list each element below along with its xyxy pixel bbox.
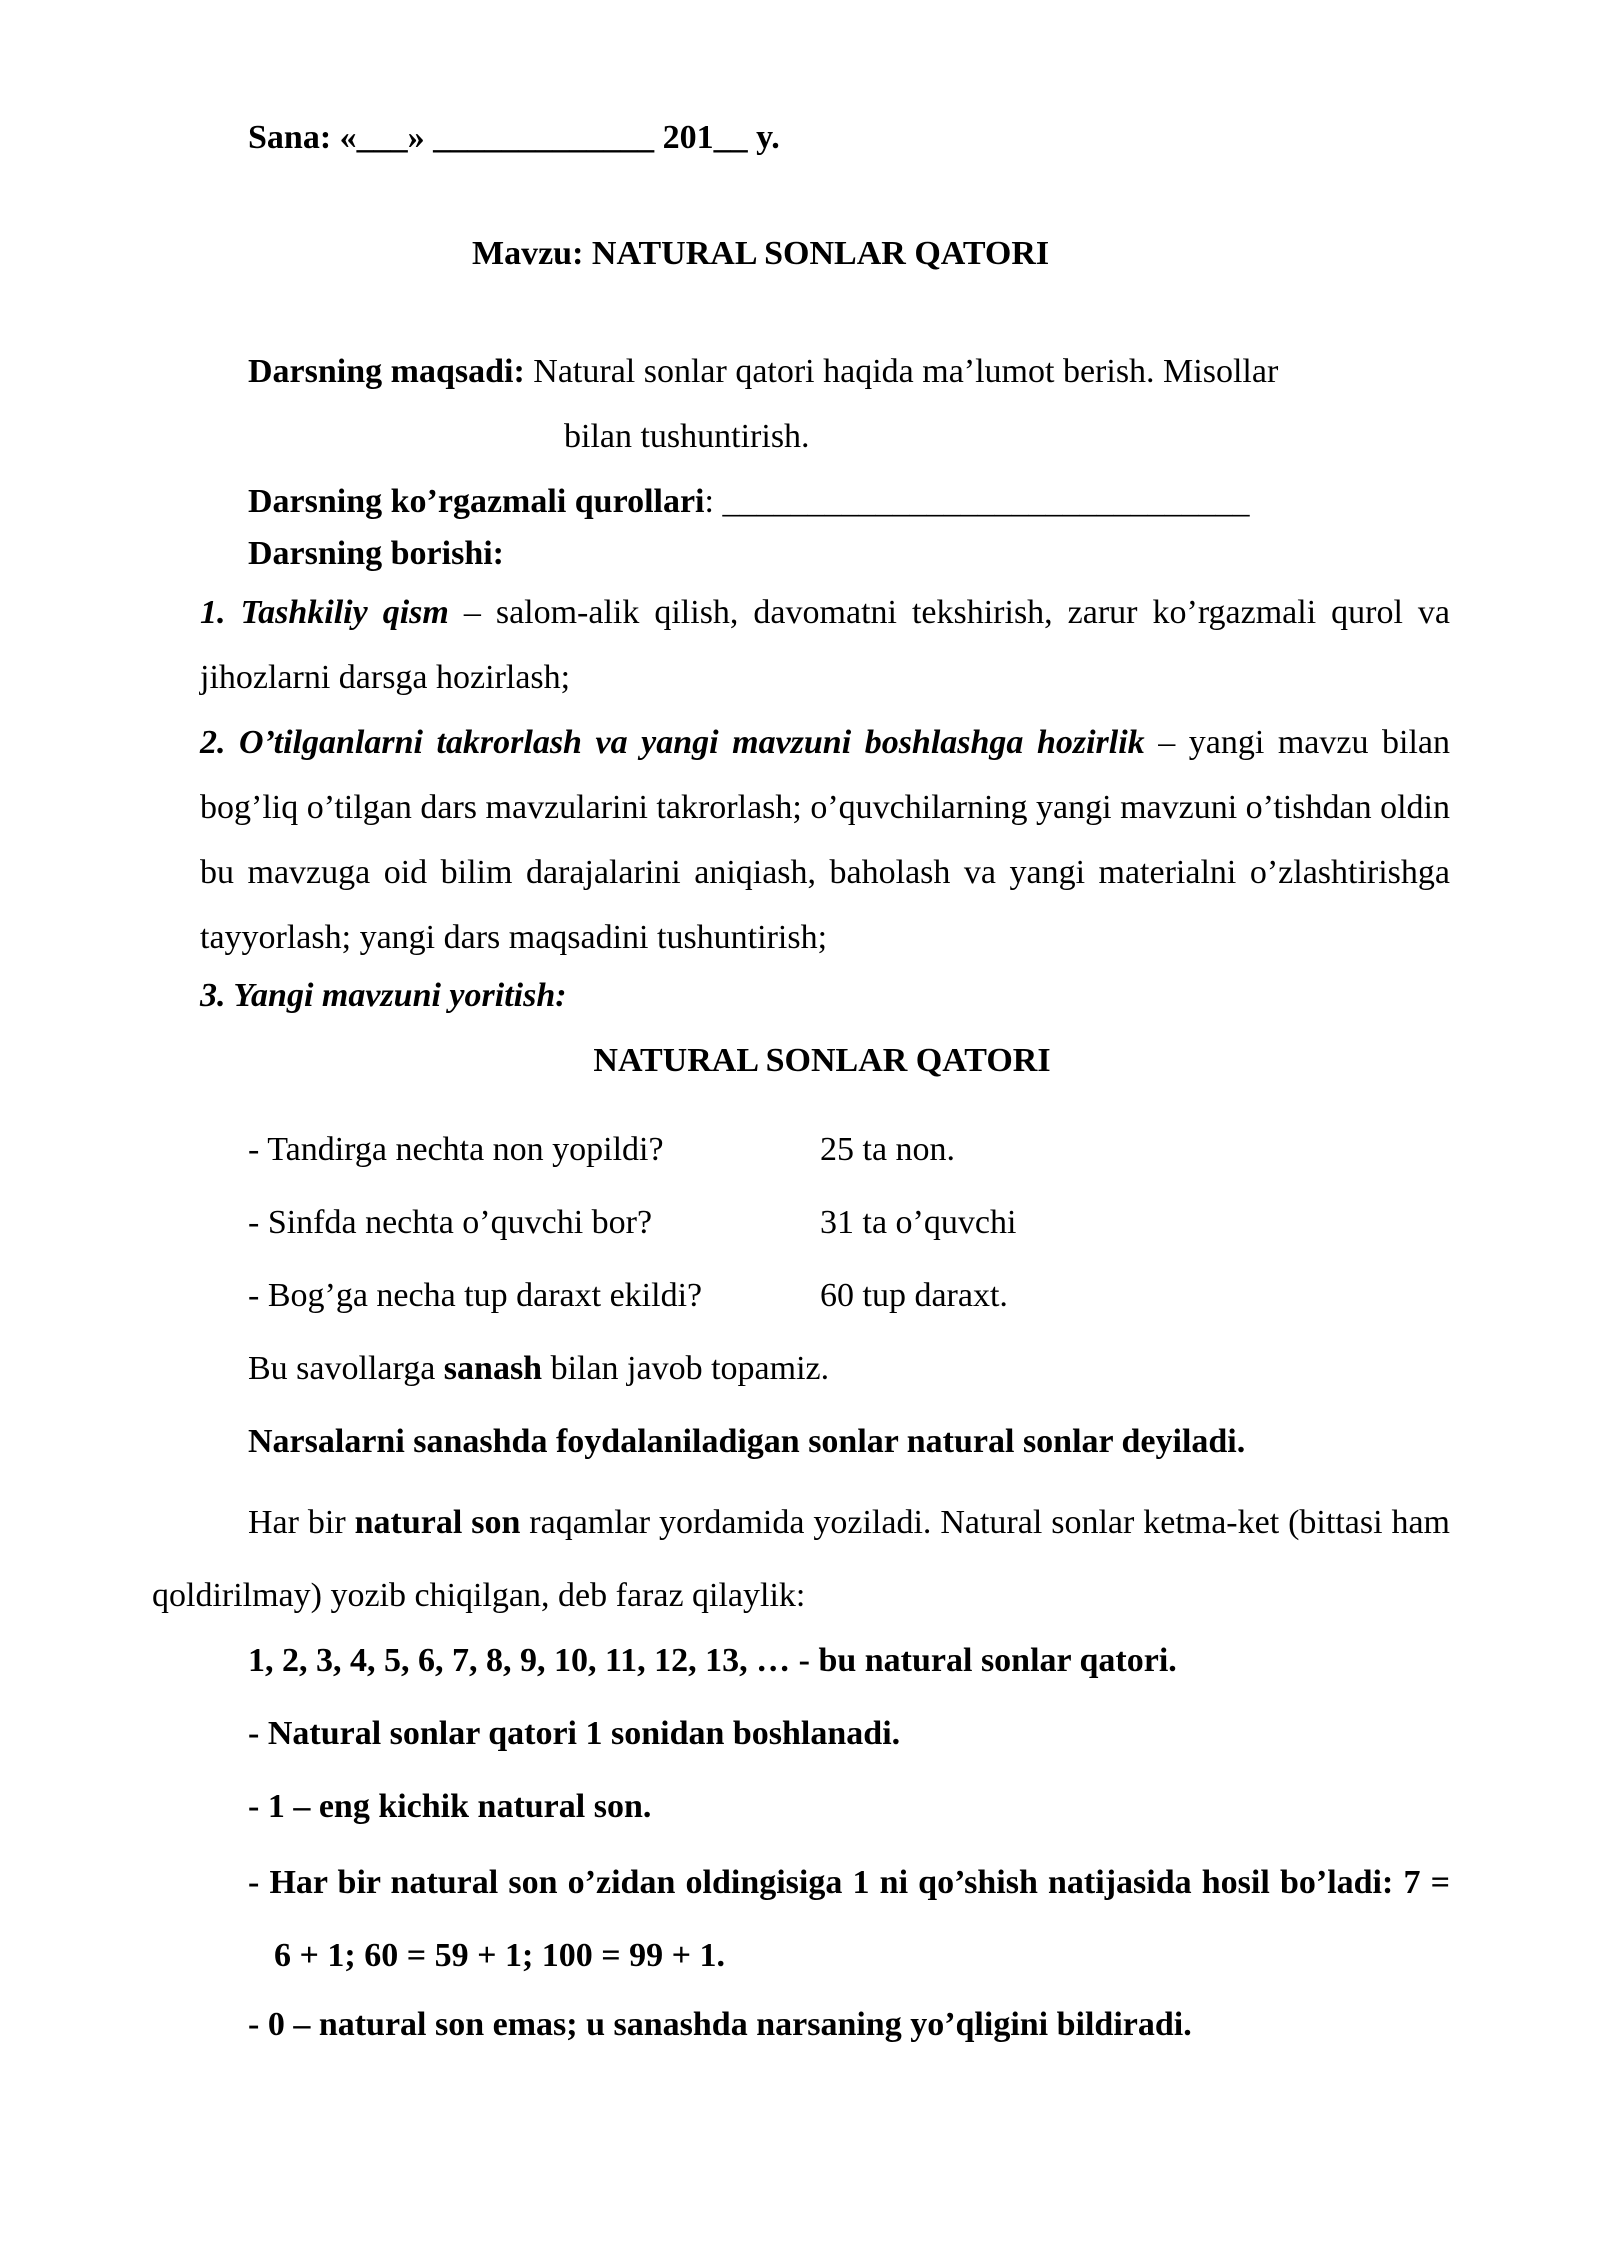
step3-title: 3. Yangi mavzuni yoritish: xyxy=(200,977,567,1014)
para-bold: natural son xyxy=(354,1504,521,1541)
qa-answer-1: 25 ta non. xyxy=(820,1131,956,1168)
rule-4: - 0 – natural son emas; u sanashda narsaning yo’qligini bildiradi. xyxy=(248,2006,1192,2043)
step1-title: 1. Tashkiliy qism xyxy=(200,594,449,631)
rule-3: - Har bir natural son o’zidan oldingisiga 1 ni qo’shish natijasida hosil bo’ladi: 7 = 6 + 1; 60 = 59 + 1; 100 = 99 + 1. xyxy=(248,1864,1450,1974)
natural-son-paragraph xyxy=(152,1486,1450,1632)
date-label: Sana: xyxy=(248,119,332,156)
para-before: Har bir xyxy=(248,1504,355,1541)
step2-title: 2. O’tilganlarni takrorlash va yangi mavzuni boshlashga hozirlik xyxy=(200,724,1145,761)
topic-label: Mavzu: xyxy=(472,235,584,272)
equipment-colon: : xyxy=(704,483,714,520)
qa-answer-3: 60 tup daraxt. xyxy=(820,1277,1008,1314)
goal-label: Darsning maqsadi: xyxy=(248,353,525,390)
equipment-label: Darsning ko’rgazmali qurollari xyxy=(248,483,705,520)
qa-question-1: - Tandirga nechta non yopildi? xyxy=(248,1131,664,1168)
qa-question-2: - Sinfda nechta o’quvchi bor? xyxy=(248,1204,653,1241)
counting-bold: sanash xyxy=(443,1350,543,1387)
rule-1: - Natural sonlar qatori 1 sonidan boshlanadi. xyxy=(248,1715,901,1752)
date-value: «___» _____________ 201__ y. xyxy=(339,119,780,156)
definition: Narsalarni sanashda foydalaniladigan sonlar natural sonlar deyiladi. xyxy=(248,1423,1246,1460)
counting-before: Bu savollarga xyxy=(248,1350,444,1387)
goal-text-1: Natural sonlar qatori haqida ma’lumot berish. Misollar xyxy=(533,353,1279,390)
counting-after: bilan javob topamiz. xyxy=(542,1350,830,1387)
topic-title: NATURAL SONLAR QATORI xyxy=(591,235,1050,272)
goal-line-2: bilan tushuntirish. xyxy=(564,418,810,455)
date-line xyxy=(248,118,780,158)
step2-paragraph xyxy=(200,710,1450,970)
progress-label: Darsning borishi: xyxy=(248,535,504,572)
equipment-blank: _______________________________ xyxy=(713,483,1250,520)
step2-text: – yangi mavzu bilan bog’liq o’tilgan dars mavzularini takrorlash; o’quvchilarning yangi mavzuni o’tishdan oldin bu mavzuga oid bilim darajalarini aniqiash, baholash va yangi materialni o’zlashtirishga tayyorlash; yangi dars maqsadini tushuntirish; xyxy=(200,724,1450,956)
step1-text: – salom-alik qilish, davomatni tekshirish, zarur ko’rgazmali qurol va jihozlarni darsga hozirlash; xyxy=(200,594,1450,696)
qa-answer-2: 31 ta o’quvchi xyxy=(820,1204,1017,1241)
goal-line-1 xyxy=(248,352,1278,392)
section-title: NATURAL SONLAR QATORI xyxy=(593,1042,1051,1079)
sequence-line: 1, 2, 3, 4, 5, 6, 7, 8, 9, 10, 11, 12, 13, … - bu natural sonlar qatori. xyxy=(248,1642,1177,1679)
rule-2: - 1 – eng kichik natural son. xyxy=(248,1788,652,1825)
para-after: raqamlar yordamida yoziladi. Natural sonlar ketma-ket (bittasi ham qoldirilmay) yozib chiqilgan, deb faraz qilaylik: xyxy=(152,1504,1450,1614)
step1-paragraph xyxy=(200,580,1450,710)
equipment-line xyxy=(248,482,1249,522)
qa-question-3: - Bog’ga necha tup daraxt ekildi? xyxy=(248,1277,703,1314)
topic-line xyxy=(472,234,1049,274)
counting-sentence xyxy=(248,1349,829,1389)
